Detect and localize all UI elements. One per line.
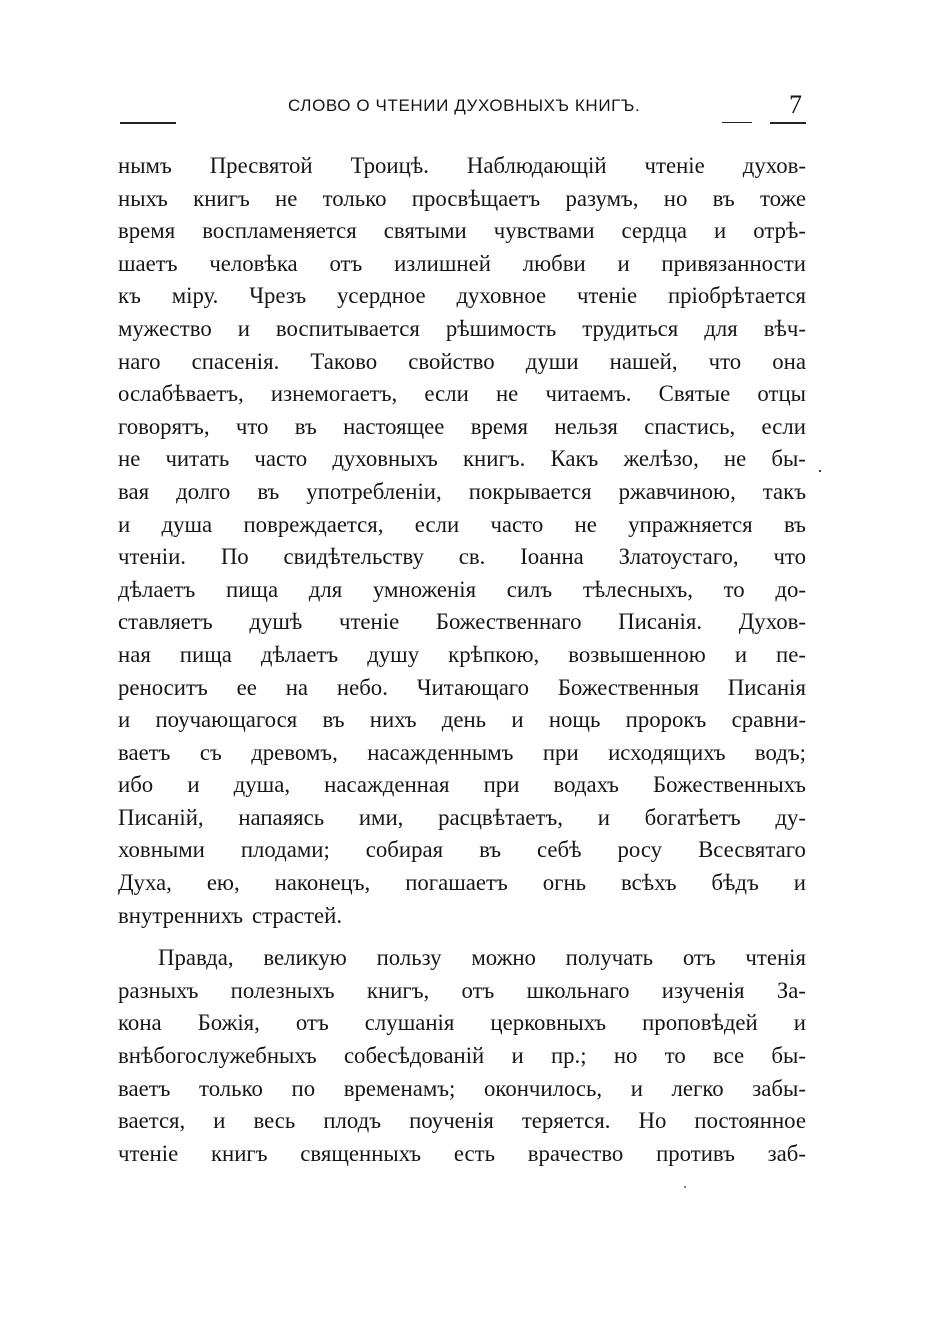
- word: время: [470, 413, 528, 439]
- word: За-: [776, 977, 806, 1003]
- word: росу: [617, 837, 663, 863]
- word: внѣбогослужебныхъ: [118, 1043, 317, 1069]
- word: забы-: [752, 1075, 806, 1101]
- paragraph: [118, 942, 806, 1170]
- word: спасенія.: [191, 348, 280, 374]
- word: пророкъ: [625, 707, 707, 733]
- word: просвѣщаетъ: [411, 185, 541, 211]
- word: школьнаго: [526, 977, 630, 1003]
- word: окончилось,: [484, 1075, 603, 1101]
- word: излишней: [394, 250, 491, 276]
- word: Писаній,: [118, 804, 204, 830]
- word: возвышенною: [568, 641, 706, 667]
- word: сравни-: [731, 707, 806, 733]
- word: огнь: [542, 870, 587, 896]
- word: отъ: [461, 977, 495, 1003]
- text-line: [118, 737, 806, 770]
- word: и: [118, 511, 131, 537]
- word: ваетъ: [118, 1075, 171, 1101]
- word: исходящихъ: [608, 739, 726, 765]
- word: по: [291, 1075, 316, 1101]
- text-line: [118, 672, 806, 705]
- word: отрѣ-: [753, 218, 806, 244]
- word: не: [574, 511, 597, 537]
- word: изнемогаетъ,: [270, 381, 398, 407]
- word: чтеніе: [118, 1140, 179, 1166]
- word: съ: [199, 739, 222, 765]
- word: души: [525, 348, 579, 374]
- word: насажденная: [324, 772, 450, 798]
- word: чтеніе: [338, 609, 400, 635]
- word: чувствами: [493, 218, 595, 244]
- word: Писанія: [727, 674, 806, 700]
- page-number: 7: [789, 90, 802, 119]
- text-line: [118, 639, 806, 672]
- word: въ: [322, 707, 345, 733]
- word: противъ: [656, 1140, 735, 1166]
- word: духовныхъ: [332, 446, 438, 472]
- word: только: [322, 185, 387, 211]
- word: все: [713, 1043, 745, 1069]
- word: вая: [118, 478, 150, 504]
- word: рѣшимость: [445, 315, 557, 341]
- word: и: [793, 870, 806, 896]
- word: и: [793, 1010, 806, 1036]
- word: и: [714, 218, 727, 244]
- word: воспитывается: [275, 315, 420, 341]
- word: ее: [236, 674, 257, 700]
- word: и: [237, 315, 250, 341]
- word: и: [734, 641, 748, 667]
- word: часто: [254, 446, 308, 472]
- word: бѣдъ: [711, 870, 759, 896]
- word: въ: [712, 185, 735, 211]
- word: Божія,: [197, 1010, 260, 1036]
- word: бы-: [771, 1043, 806, 1069]
- text-line: [118, 1138, 806, 1171]
- word: чтенія: [745, 945, 806, 971]
- word: напаяясь: [238, 804, 325, 830]
- word: кона: [118, 1010, 162, 1036]
- word: только: [199, 1075, 263, 1101]
- text-line: [118, 248, 806, 281]
- word: то: [723, 576, 745, 602]
- word: духов-: [742, 153, 806, 178]
- word: если: [414, 511, 460, 537]
- word: получать: [565, 945, 654, 971]
- word: внутреннихъ: [118, 902, 244, 928]
- word: тоже: [759, 185, 806, 211]
- word: полезныхъ: [230, 977, 335, 1003]
- word: разумъ,: [565, 185, 639, 211]
- word: сердца: [621, 218, 688, 244]
- word: не: [118, 446, 141, 472]
- word: усердное: [337, 283, 426, 309]
- word: и: [630, 1075, 643, 1101]
- header-rule-right: [722, 122, 752, 123]
- word: шаетъ: [118, 250, 178, 276]
- word: насажденнымъ: [367, 739, 514, 765]
- word: поучающагося: [155, 707, 298, 733]
- word: спастись,: [644, 413, 736, 439]
- word: наконецъ,: [274, 870, 371, 896]
- text-line: [118, 704, 806, 737]
- body-text: [118, 150, 806, 1170]
- margin-mark: ·: [817, 461, 823, 481]
- word: душа,: [233, 772, 291, 798]
- word: страстей.: [252, 902, 343, 928]
- word: есть: [453, 1140, 495, 1166]
- word: въ: [783, 511, 806, 537]
- text-line: [118, 476, 806, 509]
- word: Духов-: [738, 609, 806, 635]
- word: говорятъ,: [118, 413, 210, 439]
- word: и: [511, 707, 524, 733]
- text-line: [118, 215, 806, 248]
- word: изученія: [661, 977, 745, 1003]
- word: въ: [257, 478, 280, 504]
- text-line: [118, 900, 806, 933]
- text-line: [118, 378, 806, 411]
- word: дѣлаетъ: [118, 576, 196, 602]
- word: пріобрѣтается: [667, 283, 806, 309]
- word: Писанія.: [618, 609, 703, 635]
- word: любви: [522, 250, 586, 276]
- word: и: [187, 772, 200, 798]
- word: легко: [671, 1075, 724, 1101]
- word: весь: [253, 1108, 296, 1134]
- text-line: [118, 834, 806, 867]
- text-line: [118, 183, 806, 216]
- word: для: [704, 315, 738, 341]
- word: вѣч-: [763, 315, 806, 341]
- word: душѣ: [249, 609, 303, 635]
- word: ховными: [118, 837, 205, 863]
- word: ибо: [118, 772, 154, 798]
- word: отъ: [329, 250, 363, 276]
- text-line: [118, 802, 806, 835]
- word: умноженія: [372, 576, 477, 602]
- word: упражняется: [628, 511, 753, 537]
- word: то: [664, 1043, 686, 1069]
- word: заб-: [767, 1140, 806, 1166]
- word: можно: [471, 945, 536, 971]
- word: если: [761, 413, 806, 439]
- word: отъ: [682, 945, 716, 971]
- word: но: [613, 1043, 638, 1069]
- text-line: [118, 1073, 806, 1106]
- word: временамъ;: [343, 1075, 456, 1101]
- word: слушанія: [364, 1010, 455, 1036]
- word: По: [220, 544, 249, 570]
- word: Златоустаго,: [618, 544, 739, 570]
- word: до-: [775, 576, 806, 602]
- text-line: [118, 411, 806, 444]
- word: желѣзо,: [623, 446, 699, 472]
- word: при: [483, 772, 520, 798]
- text-line: [118, 606, 806, 639]
- word: не: [495, 381, 519, 407]
- word: св.: [458, 544, 486, 570]
- word: Святые: [658, 381, 731, 407]
- word: нощь: [548, 707, 601, 733]
- word: читаемъ.: [545, 381, 632, 407]
- word: Какъ: [550, 446, 599, 472]
- print-speck: [684, 1186, 686, 1188]
- word: великую: [263, 945, 347, 971]
- word: привязанности: [661, 250, 806, 276]
- word: при: [542, 739, 579, 765]
- word: врачество: [527, 1140, 624, 1166]
- word: не: [275, 185, 298, 211]
- word: наго: [118, 348, 161, 374]
- word: Таково: [310, 348, 378, 374]
- word: разныхъ: [118, 977, 199, 1003]
- word: на: [285, 674, 309, 700]
- word: и: [597, 804, 610, 830]
- word: если: [424, 381, 469, 407]
- word: погашаетъ: [405, 870, 508, 896]
- word: церковныхъ: [490, 1010, 607, 1036]
- text-line: [118, 443, 806, 476]
- word: водъ;: [754, 739, 806, 765]
- word: Наблюдающій: [466, 153, 607, 178]
- word: такъ: [762, 478, 806, 504]
- text-line: [118, 1105, 806, 1138]
- word: собирая: [365, 837, 444, 863]
- word: отцы: [757, 381, 806, 407]
- word: священныхъ: [300, 1140, 422, 1166]
- word: дѣлаетъ: [260, 641, 339, 667]
- text-line: [118, 769, 806, 802]
- word: но: [663, 185, 688, 211]
- word: Духа,: [118, 870, 172, 896]
- word: ду-: [775, 804, 806, 830]
- word: душа: [161, 511, 213, 537]
- word: книгъ,: [366, 977, 430, 1003]
- text-line: [118, 867, 806, 900]
- word: къ: [118, 283, 141, 309]
- text-line: [118, 150, 806, 183]
- word: книгъ.: [462, 446, 526, 472]
- word: реноситъ: [118, 674, 208, 700]
- word: Божественныхъ: [653, 772, 806, 798]
- text-line: [118, 346, 806, 379]
- word: мужество: [118, 315, 212, 341]
- word: время: [118, 218, 176, 244]
- word: проповѣдей: [642, 1010, 758, 1036]
- word: Всесвятаго: [698, 837, 806, 863]
- running-title: СЛОВО О ЧТЕНИИ ДУХОВНЫХЪ КНИГЪ.: [288, 96, 641, 115]
- text-line: [118, 313, 806, 346]
- word: и: [213, 1108, 226, 1134]
- word: плодъ: [323, 1108, 382, 1134]
- text-line: [118, 975, 806, 1008]
- word: ржавчиною,: [618, 478, 736, 504]
- word: крѣпкою,: [448, 641, 540, 667]
- word: чтеніе: [644, 153, 705, 178]
- word: отъ: [295, 1010, 329, 1036]
- word: пользу: [376, 945, 442, 971]
- word: часто: [490, 511, 544, 537]
- word: небо.: [336, 674, 388, 700]
- word: тѣлесныхъ,: [582, 576, 693, 602]
- word: Іоанна: [520, 544, 584, 570]
- word: всѣхъ: [621, 870, 677, 896]
- word: она: [772, 348, 806, 374]
- word: воспламеняется: [202, 218, 357, 244]
- word: поученія: [409, 1108, 494, 1134]
- word: пе-: [776, 641, 806, 667]
- word: Троицѣ.: [350, 153, 429, 178]
- text-line: [118, 509, 806, 542]
- word: себѣ: [537, 837, 582, 863]
- header-rule-left: [120, 122, 176, 124]
- word: ныхъ: [118, 185, 168, 211]
- word: въ: [294, 413, 317, 439]
- text-line: [118, 1040, 806, 1073]
- word: водахъ: [553, 772, 619, 798]
- word: Божественнаго: [435, 609, 582, 635]
- word: и: [617, 250, 630, 276]
- word: нихъ: [369, 707, 417, 733]
- word: нашей,: [609, 348, 678, 374]
- word: теряется.: [521, 1108, 611, 1134]
- word: ими,: [358, 804, 404, 830]
- word: день: [441, 707, 487, 733]
- word: покрывается: [468, 478, 592, 504]
- word: человѣка: [209, 250, 298, 276]
- word: пища: [226, 576, 279, 602]
- word: ею,: [206, 870, 240, 896]
- word: настоящее: [343, 413, 445, 439]
- word: пища: [179, 641, 232, 667]
- word: долго: [176, 478, 231, 504]
- word: ослабѣваетъ,: [118, 381, 244, 407]
- word: міру.: [171, 283, 219, 309]
- word: богатѣетъ: [644, 804, 741, 830]
- word: въ: [479, 837, 502, 863]
- word: употребленіи,: [306, 478, 442, 504]
- word: трудиться: [582, 315, 679, 341]
- word: духовное: [456, 283, 547, 309]
- word: плодами;: [240, 837, 330, 863]
- text-line: [118, 280, 806, 313]
- word: Но: [638, 1108, 667, 1134]
- text-line: [118, 942, 806, 975]
- word: расцвѣтаетъ,: [438, 804, 563, 830]
- word: Пресвятой: [209, 153, 313, 178]
- word: что: [708, 348, 742, 374]
- word: святыми: [383, 218, 467, 244]
- word: постоянное: [694, 1108, 806, 1134]
- word: что: [235, 413, 269, 439]
- running-head: [118, 90, 806, 128]
- word: книгъ: [193, 185, 250, 211]
- word: свидѣтельству: [283, 544, 424, 570]
- word: для: [308, 576, 343, 602]
- word: Божественныя: [557, 674, 699, 700]
- word: повреждается,: [243, 511, 384, 537]
- paragraph-gap: [118, 932, 806, 942]
- text-line: [118, 1007, 806, 1040]
- word: бы-: [771, 446, 806, 472]
- word: чтеніе: [576, 283, 638, 309]
- paragraph: [118, 150, 806, 932]
- word: чтеніи.: [118, 544, 186, 570]
- word: нельзя: [554, 413, 618, 439]
- word: Правда,: [158, 945, 234, 971]
- word: душу: [367, 641, 420, 667]
- word: нымъ: [118, 153, 172, 178]
- word: вается,: [118, 1108, 186, 1134]
- word: что: [773, 544, 806, 570]
- word: читать: [165, 446, 230, 472]
- word: собесѣдованій: [343, 1043, 485, 1069]
- word: Чрезъ: [249, 283, 307, 309]
- word: книгъ: [210, 1140, 268, 1166]
- word: ставляетъ: [118, 609, 213, 635]
- text-line: [118, 574, 806, 607]
- word: и: [118, 707, 131, 733]
- header-rule-right: [770, 122, 806, 124]
- text-line: [118, 541, 806, 574]
- word: ная: [118, 641, 151, 667]
- word: силъ: [506, 576, 553, 602]
- word: не: [723, 446, 747, 472]
- word: Читающаго: [416, 674, 529, 700]
- word: ваетъ: [118, 739, 171, 765]
- word: древомъ,: [251, 739, 338, 765]
- word: пр.;: [550, 1043, 587, 1069]
- word: свойство: [408, 348, 495, 374]
- word: и: [511, 1043, 524, 1069]
